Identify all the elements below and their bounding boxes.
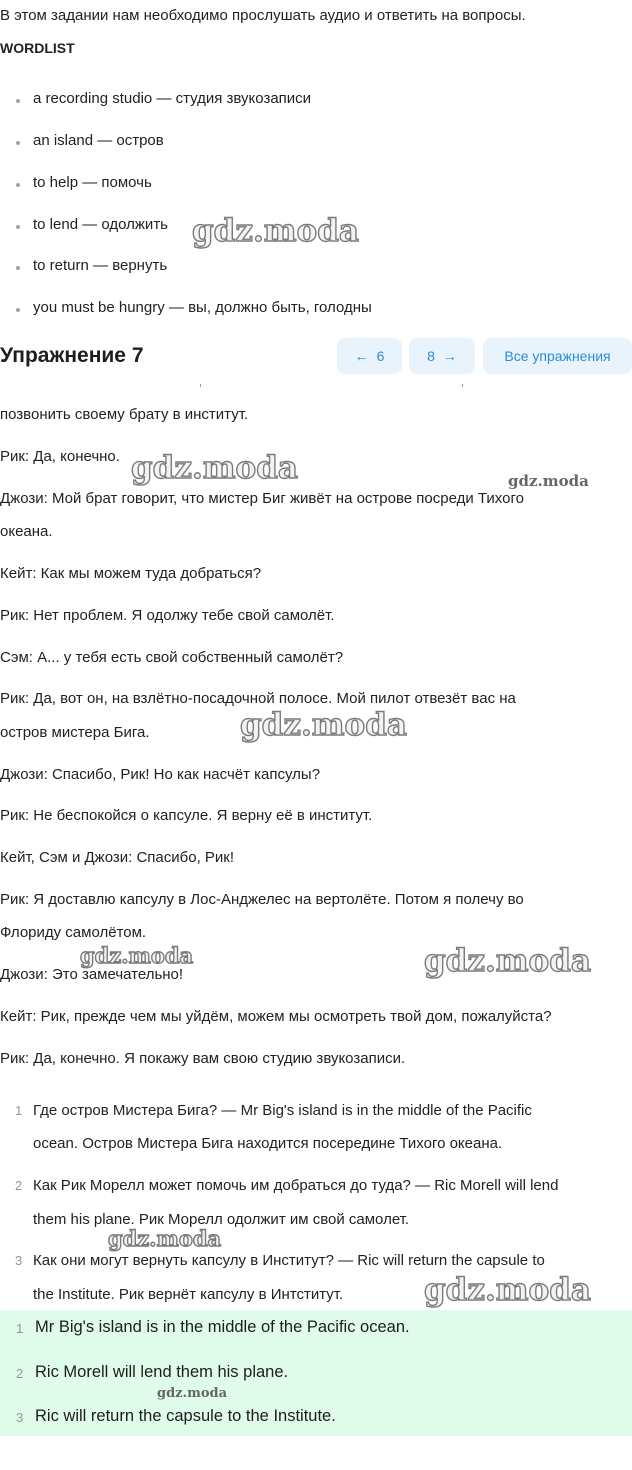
- dialogue-line: Кейт: Рик, прежде чем мы уйдём, можем мы осмотреть твой дом, пожалуйста?: [0, 1008, 552, 1025]
- watermark: gdz.moda: [240, 707, 407, 743]
- watermark: gdz.moda: [424, 943, 591, 979]
- watermark: gdz.moda: [157, 1386, 228, 1401]
- prev-exercise-button[interactable]: ← 6: [337, 338, 402, 374]
- dialogue-line: Кейт: Как мы можем туда добраться?: [0, 565, 262, 582]
- dialogue-line: Рик: Да, конечно. Я покажу вам свою студию звукозаписи.: [0, 1050, 406, 1067]
- dialogue-line: Кейт, Сэм и Джози: Спасибо, Рик!: [0, 849, 235, 866]
- dialogue-line: остров мистера Бига.: [0, 724, 150, 741]
- watermark: gdz.moda: [108, 1226, 222, 1251]
- watermark: gdz.moda: [508, 472, 589, 490]
- dialogue-line: Рик: Не беспокойся о капсуле. Я верну её в институт.: [0, 807, 373, 824]
- clipped-text-fragment: [200, 384, 201, 387]
- arrow-left-icon: ←: [354, 348, 369, 364]
- dialogue-line: Рик: Да, конечно.: [0, 448, 120, 465]
- dialogue-line: Рик: Я доставлю капсулу в Лос-Анджелес на вертолёте. Потом я полечу во: [0, 891, 524, 908]
- watermark: gdz.moda: [192, 213, 359, 249]
- dialogue-line: Рик: Да, вот он, на взлётно-посадочной полосе. Мой пилот отвезёт вас на: [0, 690, 516, 707]
- dialogue-line: позвонить своему брату в институт.: [0, 406, 249, 423]
- exercise-title: Упражнение 7: [0, 344, 144, 367]
- dialogue-line: Сэм: А... у тебя есть свой собственный самолёт?: [0, 649, 344, 666]
- dialogue-line: Джози: Спасибо, Рик! Но как насчёт капсулы?: [0, 766, 321, 783]
- dialogue-line: Флориду самолётом.: [0, 924, 147, 941]
- watermark: gdz.moda: [80, 943, 194, 968]
- dialogue-line: Рик: Нет проблем. Я одолжу тебе свой самолёт.: [0, 607, 335, 624]
- wordlist-title: WORDLIST: [0, 40, 75, 56]
- all-exercises-button[interactable]: Все упражнения: [483, 338, 632, 374]
- dialogue-line: Джози: Это замечательно!: [0, 966, 184, 983]
- clipped-text-fragment: [462, 384, 463, 387]
- dialogue-line: Джози: Мой брат говорит, что мистер Биг живёт на острове посреди Тихого: [0, 490, 524, 507]
- next-exercise-button[interactable]: 8 →: [409, 338, 475, 374]
- arrow-right-icon: →: [442, 348, 457, 364]
- answers-block: 1 Mr Big's island is in the middle of the Pacific ocean. 2 Ric Morell will lend them his plane. 3 Ric will return the capsule to the Institute.: [0, 1310, 632, 1436]
- watermark: gdz.moda: [131, 450, 298, 486]
- intro-text: В этом задании нам необходимо прослушать аудио и ответить на вопросы.: [0, 7, 526, 24]
- dialogue-line: океана.: [0, 523, 53, 540]
- watermark: gdz.moda: [424, 1272, 591, 1308]
